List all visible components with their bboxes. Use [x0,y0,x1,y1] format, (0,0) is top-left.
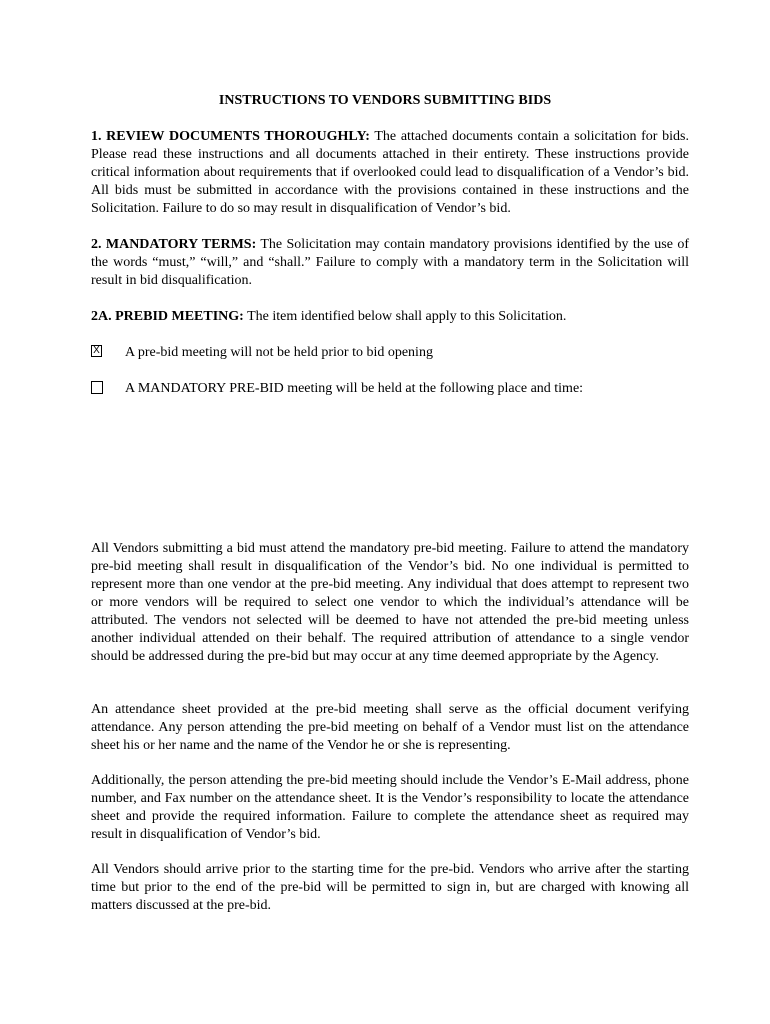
section-1 [91,128,689,218]
option-no-prebid-checkbox[interactable]: X [91,345,102,357]
section-2 [91,236,689,290]
paragraph-contact-info: Additionally, the person attending the pre-bid meeting should include the Vendor’s E-Mail address, phone number, and Fax number on the attendance sheet. It is the Vendor’s responsibility to locate the attendance sheet and provide the required information. Failure to complete the attendance sheet as required may result in disqualification of Vendor’s bid. [91,773,689,842]
paragraph-attendance-sheet: An attendance sheet provided at the pre-bid meeting shall serve as the official document verifying attendance. Any person attending the pre-bid meeting on behalf of a Vendor must list on the attendance sheet his or her name and the name of the Vendor he or she is representing. [91,702,689,753]
section-2a [91,308,689,326]
option-no-prebid-label: A pre-bid meeting will not be held prior to bid opening [125,345,433,360]
section-2a-heading: 2A. PREBID MEETING: [91,309,244,324]
section-1-heading: 1. REVIEW DOCUMENTS THOROUGHLY: [91,129,370,144]
page-title: INSTRUCTIONS TO VENDORS SUBMITTING BIDS [218,93,552,108]
section-2-heading: 2. MANDATORY TERMS: [91,237,257,252]
paragraph-arrival: All Vendors should arrive prior to the starting time for the pre-bid. Vendors who arrive after the starting time but prior to the end of the pre-bid will be permitted to sign in, but are charged with knowing all matters discussed at the pre-bid. [91,862,689,913]
section-2a-text: The item identified below shall apply to this Solicitation. [247,309,567,324]
option-mandatory-prebid-label: A MANDATORY PRE-BID meeting will be held at the following place and time: [125,381,584,396]
paragraph-attendance: All Vendors submitting a bid must attend the mandatory pre-bid meeting. Failure to attend the mandatory pre-bid meeting shall result in disqualification of the Vendor’s bid. No one individual is permitted to represent more than one vendor at the pre-bid meeting. Any individual that does attempt to represent two or more vendors will be required to select one vendor to which the individual’s attendance will be attributed. The vendors not selected will be deemed to have not attended the pre-bid meeting unless another individual attended on their behalf. The required attribution of attendance to a single vendor should be addressed during the pre-bid but may occur at any time deemed appropriate by the Agency. [91,541,689,664]
option-mandatory-prebid-checkbox[interactable] [91,381,103,394]
section-2-text: The Solicitation may contain mandatory provisions identified by the use of the words “must,” “will,” and “shall.” Failure to comply with a mandatory term in the Solicitation will result in bid disqualification. [91,237,690,288]
section-1-text: The attached documents contain a solicitation for bids. Please read these instructions and all documents attached in their entirety. These instructions provide critical information about requirements that if overlooked could lead to disqualification of a Vendor’s bid. All bids must be submitted in accordance with the provisions contained in these instructions and the Solicitation. Failure to do so may result in disqualification of Vendor’s bid. [91,129,689,216]
